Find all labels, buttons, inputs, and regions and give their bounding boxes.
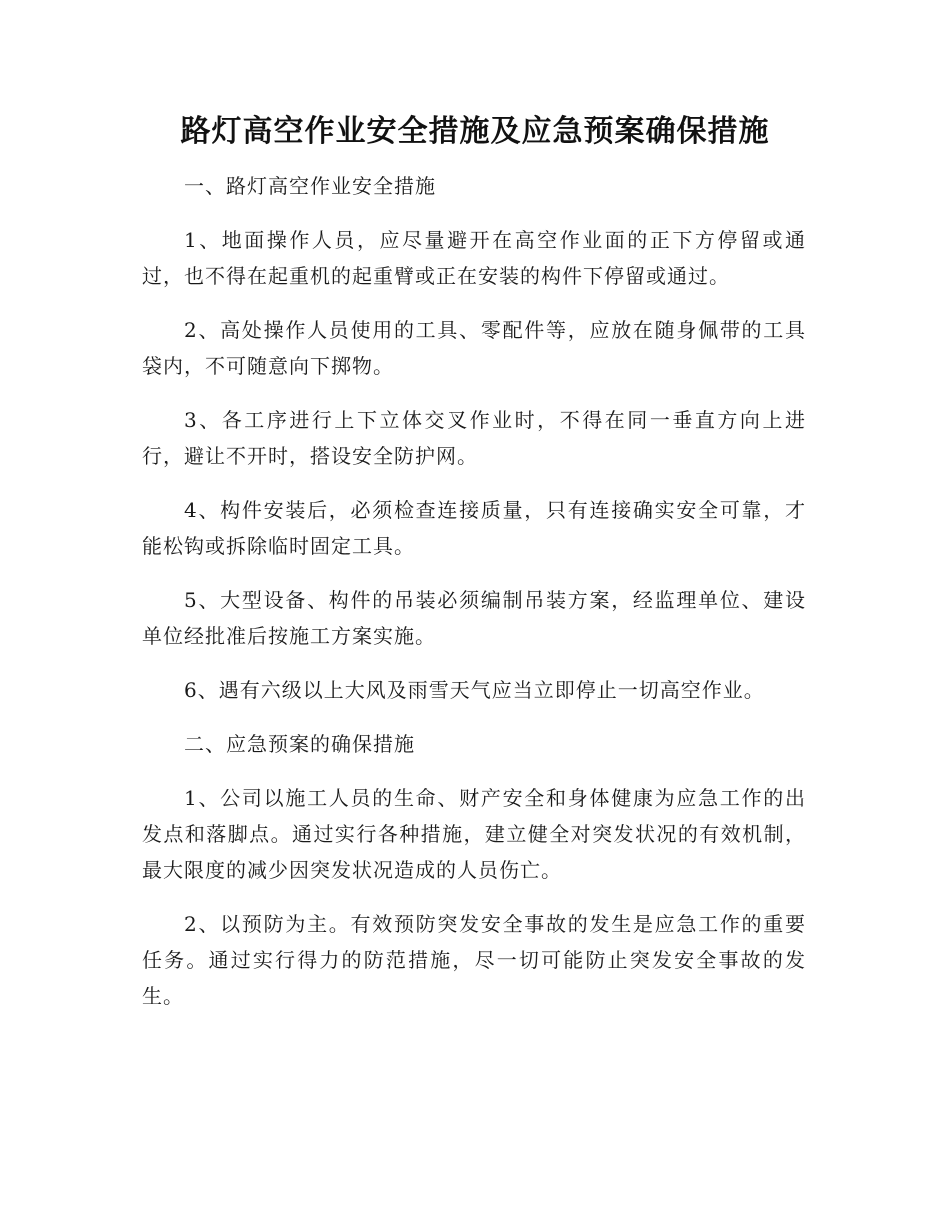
section-heading-1: 一、路灯高空作业安全措施 [184,174,436,198]
paragraph: 4、构件安装后，必须检查连接质量，只有连接确实安全可靠，才能松钩或拆除临时固定工具。 [142,498,806,558]
document-body [142,168,806,1032]
paragraph: 1、地面操作人员，应尽量避开在高空作业面的正下方停留或通过，也不得在起重机的起重臂或正在安装的构件下停留或通过。 [142,228,806,288]
paragraph: 1、公司以施工人员的生命、财产安全和身体健康为应急工作的出发点和落脚点。通过实行各种措施，建立健全对突发状况的有效机制，最大限度的减少因突发状况造成的人员伤亡。 [142,786,806,882]
paragraph: 5、大型设备、构件的吊装必须编制吊装方案，经监理单位、建设单位经批准后按施工方案实施。 [142,588,806,648]
paragraph: 6、遇有六级以上大风及雨雪天气应当立即停止一切高空作业。 [184,678,765,702]
document-title: 路灯高空作业安全措施及应急预案确保措施 [180,114,770,149]
paragraph: 2、以预防为主。有效预防突发安全事故的发生是应急工作的重要任务。通过实行得力的防范措施，尽一切可能防止突发安全事故的发生。 [142,912,806,1008]
paragraph: 3、各工序进行上下立体交叉作业时，不得在同一垂直方向上进行，避让不开时，搭设安全防护网。 [142,408,806,468]
section-heading-2: 二、应急预案的确保措施 [184,732,415,756]
paragraph: 2、高处操作人员使用的工具、零配件等，应放在随身佩带的工具袋内，不可随意向下掷物。 [142,318,806,378]
